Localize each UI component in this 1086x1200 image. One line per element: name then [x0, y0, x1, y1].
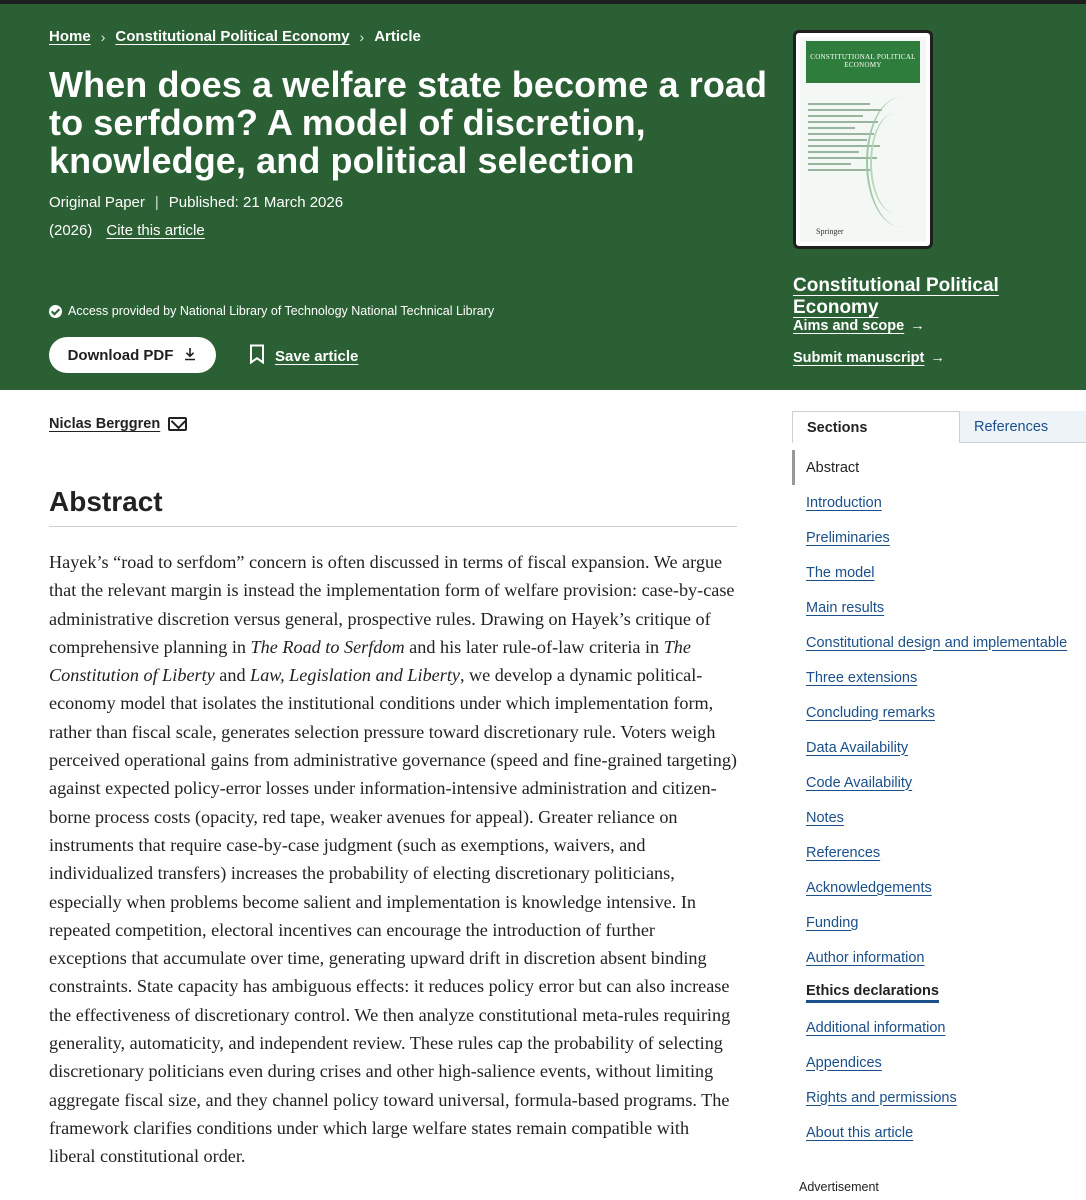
toc-item-label: Author information — [806, 949, 925, 966]
sidebar-tabs — [792, 411, 1086, 443]
book-title: Law, Legislation and Liberty — [250, 665, 460, 686]
toc-item[interactable] — [792, 835, 1086, 870]
abstract-text: Hayek’s “road to serfdom” concern is often discussed in terms of fiscal expansion. We argue that the relevant margin is instead the implementation form of welfare provision: case-by-case administrative discretion versus general, prospective rules. Drawing on Hayek’s critique of comprehensive planning in The Road to Serfdom and his later rule-of-law criteria in The Constitution of Liberty and Law, Legislation and Liberty, we develop a dynamic political-economy model that isolates the institutional conditions under which implementation form, rather than fiscal scale, generates selection pressure toward discretionary rule. Voters weigh perceived operational gains from administrative governance (speed and fine-grained targeting) against expected policy-error losses under information-intensive administration and citizen-borne process costs (opacity, red tape, weaker avenues for appeal). Greater reliance on instruments that require case-by-case judgment (such as exemptions, waivers, and individualized transfers) increases the probability of electing discretionary politicians, especially when problems become salient and implementation is knowledge intensive. In repeated competition, electoral incentives can encourage the introduction of further exceptions that accumulate over time, generating upward drift in discretion absent binding constraints. State capacity has ambiguous effects: it reduces policy error but can also increase the effectiveness of discretionary control. We then analyze constitutional meta-rules requiring generality, automaticity, and independent review. These rules cap the probability of selecting discretionary politicians even during crises and other high-salience events, without limiting aggregate fiscal size, and they channel policy toward universal, formula-based programs. The framework clarifies conditions under which large welfare states remain compatible with liberal constitutional order. — [49, 552, 737, 1167]
toc-item-label: Rights and permissions — [806, 1089, 957, 1106]
toc-item[interactable] — [792, 1080, 1086, 1115]
cover-publisher: Springer — [816, 227, 844, 236]
book-title: The Constitution of Liberty — [49, 636, 691, 686]
divider — [49, 526, 737, 527]
journal-cover-image — [800, 37, 926, 242]
article-meta — [49, 194, 343, 211]
toc-item-label: Preliminaries — [806, 529, 890, 546]
toc-item[interactable] — [792, 800, 1086, 835]
cite-article-link[interactable]: Cite this article — [106, 222, 205, 239]
toc-item[interactable] — [792, 695, 1086, 730]
article-type: Original Paper — [49, 194, 145, 211]
journal-title-link[interactable]: Constitutional Political Economy — [793, 275, 999, 318]
book-title: The Road to Serfdom — [250, 636, 405, 657]
toc-item[interactable] — [792, 520, 1086, 555]
toc-item-label: Concluding remarks — [806, 704, 935, 721]
toc-item[interactable] — [792, 450, 1086, 485]
toc-item-label: References — [806, 844, 881, 861]
arrow-right-icon: → — [910, 318, 925, 334]
cover-decoration — [870, 113, 920, 213]
toc-item[interactable] — [792, 1010, 1086, 1045]
toc-item[interactable] — [792, 555, 1086, 590]
save-article-label: Save article — [275, 347, 359, 365]
toc-item-label: Acknowledgements — [806, 879, 932, 896]
toc-item[interactable] — [792, 730, 1086, 765]
cover-title: CONSTITUTIONAL POLITICAL ECONOMY — [806, 41, 920, 83]
toc-item-label: Abstract — [806, 459, 860, 476]
access-notice — [49, 304, 494, 318]
author-name-link[interactable]: Niclas Berggren — [49, 416, 161, 432]
tab-references[interactable]: References — [960, 411, 1086, 443]
toc-item-label: Constitutional design and implementable — [806, 634, 1068, 651]
download-icon — [183, 347, 197, 364]
toc-item[interactable] — [792, 485, 1086, 520]
toc-item[interactable] — [792, 905, 1086, 940]
sections-nav — [792, 450, 1086, 1150]
breadcrumb — [49, 28, 421, 45]
article-title: When does a welfare state become a road to serfdom? A model of discretion, knowledge, and political selection — [49, 64, 768, 181]
toc-item[interactable] — [792, 975, 1086, 1010]
toc-item-label: Notes — [806, 809, 844, 826]
article-citation-row — [49, 222, 205, 239]
download-pdf-button[interactable] — [49, 337, 216, 373]
toc-item-label: Funding — [806, 914, 859, 931]
toc-item[interactable] — [792, 940, 1086, 975]
toc-item-label: Main results — [806, 599, 885, 616]
author-row — [49, 416, 187, 432]
aims-and-scope-link[interactable] — [793, 318, 925, 334]
toc-item[interactable] — [792, 1115, 1086, 1150]
chevron-right-icon: › — [359, 28, 365, 45]
toc-item[interactable] — [792, 1045, 1086, 1080]
advertisement-label: Advertisement — [799, 1180, 879, 1194]
journal-cover[interactable] — [793, 30, 933, 249]
toc-item[interactable] — [792, 590, 1086, 625]
toc-item[interactable] — [792, 765, 1086, 800]
breadcrumb-home-link[interactable]: Home — [49, 28, 91, 45]
chevron-right-icon: › — [100, 28, 106, 45]
tab-sections[interactable]: Sections — [792, 411, 960, 443]
toc-item-label: Additional information — [806, 1019, 946, 1036]
aims-and-scope-label: Aims and scope — [793, 318, 905, 334]
toc-item-label: Three extensions — [806, 669, 918, 686]
submit-manuscript-link[interactable] — [793, 350, 945, 366]
submit-manuscript-label: Submit manuscript — [793, 350, 925, 366]
check-circle-icon — [49, 305, 62, 318]
published-date: Published: 21 March 2026 — [168, 194, 344, 211]
toc-item-label: Code Availability — [806, 774, 913, 791]
toc-item-label: The model — [806, 564, 875, 581]
access-text: Access provided by National Library of Technology National Technical Library — [68, 304, 495, 318]
toc-item-label: Data Availability — [806, 739, 909, 756]
toc-item[interactable] — [792, 870, 1086, 905]
toc-item-label: Introduction — [806, 494, 882, 511]
separator: | — [154, 194, 159, 211]
article-header — [0, 0, 1086, 390]
breadcrumb-journal-link[interactable]: Constitutional Political Economy — [115, 28, 350, 45]
article-year: (2026) — [49, 222, 93, 239]
toc-item[interactable] — [792, 660, 1086, 695]
toc-item-label: Ethics declarations — [806, 983, 939, 1003]
toc-item-label: Appendices — [806, 1054, 882, 1071]
abstract-heading: Abstract — [49, 486, 163, 517]
toc-item[interactable] — [792, 625, 1086, 660]
arrow-right-icon: → — [930, 350, 945, 366]
breadcrumb-current: Article — [374, 28, 421, 45]
save-article-button[interactable] — [249, 344, 358, 368]
bookmark-icon — [249, 344, 265, 368]
toc-item-label: About this article — [806, 1124, 914, 1141]
mail-icon[interactable] — [168, 417, 187, 431]
download-pdf-label: Download PDF — [67, 346, 174, 364]
